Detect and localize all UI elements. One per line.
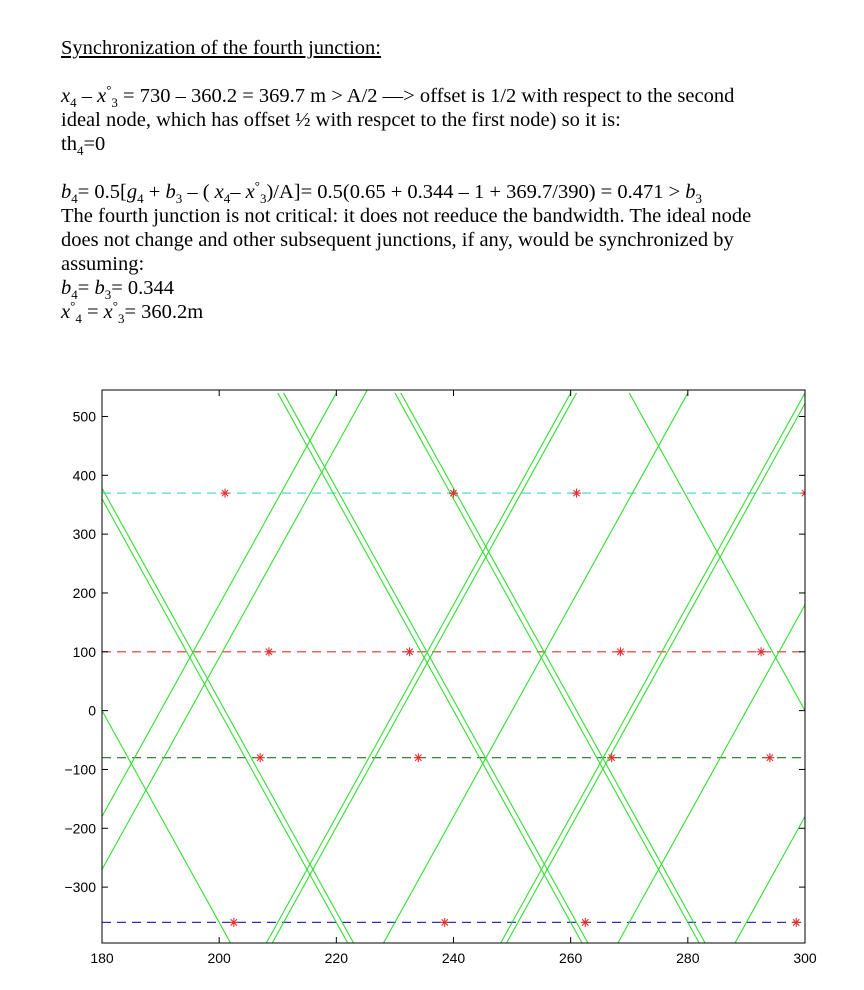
diagonal-line-10 bbox=[0, 393, 278, 990]
x-tick-label: 200 bbox=[207, 950, 231, 966]
x-tick-label: 300 bbox=[793, 950, 817, 966]
conclusion-line-3: assuming: bbox=[61, 253, 145, 275]
marker-2 bbox=[572, 489, 581, 498]
y-tick-label: 400 bbox=[72, 467, 96, 484]
section-title: Synchronization of the fourth junction: bbox=[61, 37, 381, 59]
diagonal-line-7 bbox=[571, 393, 864, 990]
diagonal-line-2 bbox=[219, 393, 571, 990]
diagonal-line-1 bbox=[102, 234, 454, 869]
x-tick-label: 180 bbox=[90, 950, 114, 966]
y-tick-label: −100 bbox=[64, 761, 96, 778]
b4-equation: $b_4= 0.5[g_4 + b_3$ – ( $x_4-$ $x^\circ_3)/A]= 0.5(0.65 + 0.344 - 1 + 369.7/390) = 0.471 > b_3$ bbox=[61, 178, 703, 207]
marker-8 bbox=[256, 753, 265, 762]
conclusion-line-1: The fourth junction is not critical: it does not reeduce the bandwidth. The ideal node bbox=[61, 205, 752, 227]
diagonal-line-15 bbox=[395, 393, 747, 990]
diagonal-line-5 bbox=[454, 393, 806, 990]
diagonal-line-4 bbox=[336, 393, 687, 990]
y-tick-label: 0 bbox=[88, 702, 96, 719]
y-tick-label: 500 bbox=[72, 408, 96, 425]
marker-9 bbox=[414, 753, 423, 762]
x-tick-label: 280 bbox=[676, 950, 700, 966]
marker-4 bbox=[264, 647, 273, 656]
x-tick-label: 260 bbox=[558, 950, 583, 966]
diagonal-line-16 bbox=[401, 393, 753, 990]
marker-1 bbox=[449, 489, 458, 498]
y-tick-label: 100 bbox=[72, 643, 96, 660]
marker-11 bbox=[765, 753, 774, 762]
offset-equation: $x_4 - x^\circ_3 = 730 - 360.2 = 369.7$ m > A/2 —> offset is 1/2 with respect to the second bbox=[61, 82, 735, 111]
y-tick-label: −200 bbox=[64, 820, 96, 837]
marker-7 bbox=[757, 647, 766, 656]
marker-14 bbox=[581, 918, 590, 927]
y-tick-label: −300 bbox=[64, 879, 96, 896]
y-tick-label: 200 bbox=[72, 584, 96, 601]
marker-0 bbox=[221, 489, 230, 498]
conclusion-line-2: does not change and other subsequent junctions, if any, would be synchronized by bbox=[61, 229, 734, 251]
marker-10 bbox=[607, 753, 616, 762]
marker-15 bbox=[792, 918, 801, 927]
y-tick-label: 300 bbox=[72, 526, 96, 543]
diagonal-line-0 bbox=[0, 393, 336, 990]
marker-13 bbox=[440, 918, 449, 927]
marker-5 bbox=[405, 647, 414, 656]
x4-assumption: $x^\circ_4 = x^\circ_3= 360.2m$ bbox=[61, 298, 204, 327]
diagonal-line-17 bbox=[629, 393, 864, 990]
b4-assumption: $b_4= b_3= 0.344$ bbox=[61, 277, 174, 303]
diagonal-line-14 bbox=[284, 393, 636, 990]
diagonal-line-11 bbox=[43, 393, 395, 990]
plot-frame bbox=[102, 390, 805, 943]
marker-6 bbox=[616, 647, 625, 656]
marker-12 bbox=[229, 918, 238, 927]
offset-explanation: ideal node, which has offset ½ with respcet to the first node) so it is: bbox=[61, 109, 621, 131]
diagonal-line-8 bbox=[688, 393, 864, 990]
x-tick-label: 240 bbox=[441, 950, 466, 966]
x-tick-label: 220 bbox=[324, 950, 349, 966]
th4-value: $th_4=0$ bbox=[61, 133, 106, 159]
